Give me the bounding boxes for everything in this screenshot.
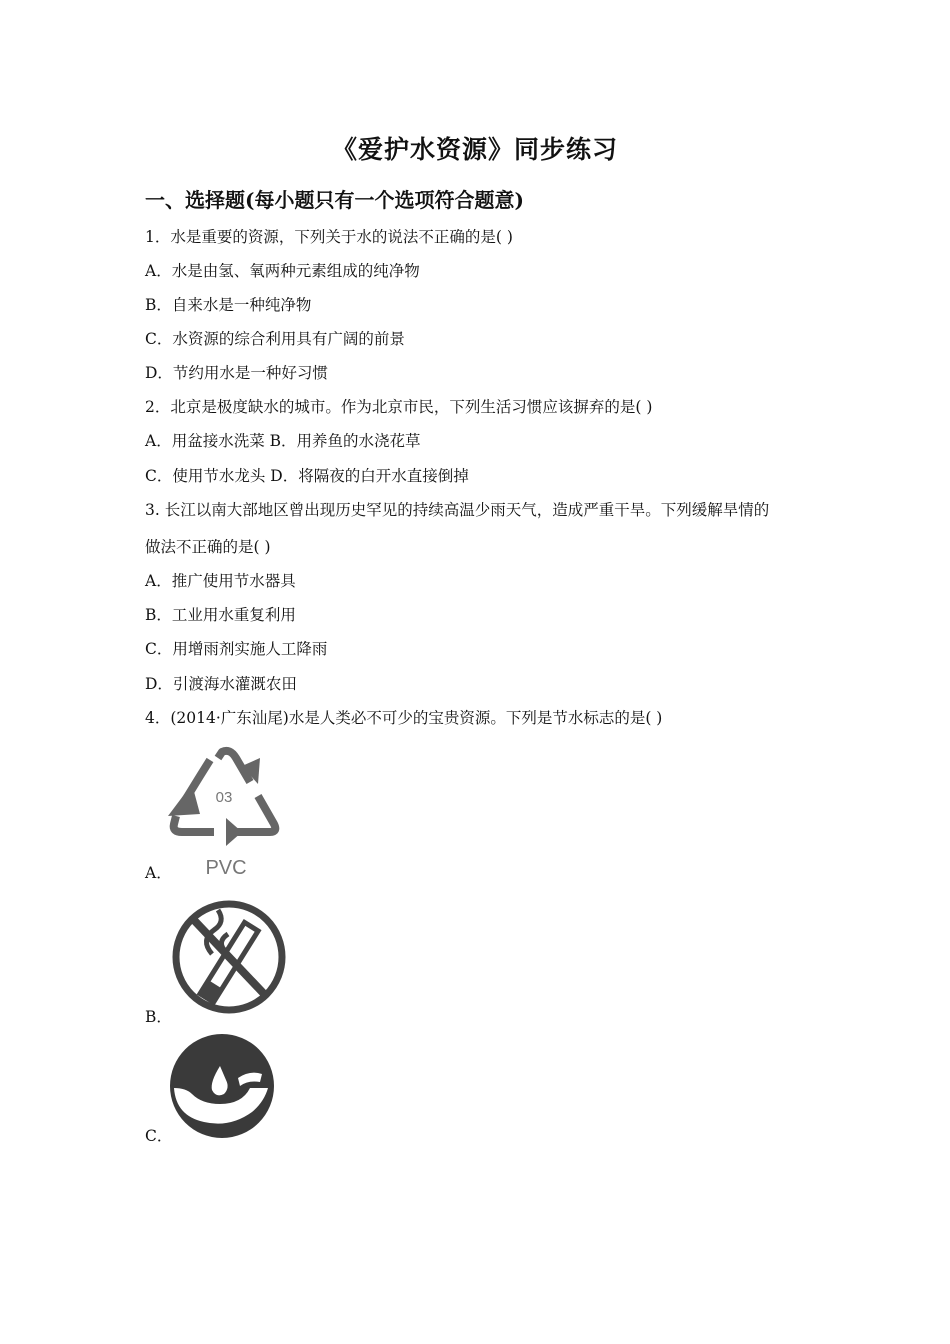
question-2-options-ab: A．用盆接水洗菜 B．用养鱼的水浇花草 <box>145 432 421 450</box>
question-4-option-c-label: C． <box>145 1127 173 1145</box>
recycle-number-label: 03 <box>215 789 233 806</box>
water-saving-icon <box>168 1032 276 1140</box>
question-1-option-c: C．水资源的综合利用具有广阔的前景 <box>145 330 405 348</box>
recycle-pvc-icon <box>166 736 282 882</box>
question-1-stem: 1．水是重要的资源，下列关于水的说法不正确的是( ) <box>145 228 513 246</box>
question-3-option-d: D．引渡海水灌溉农田 <box>145 675 297 693</box>
no-smoking-icon <box>170 896 290 1018</box>
question-3-option-a: A．推广使用节水器具 <box>145 572 296 590</box>
question-3-stem-line-2: 做法不正确的是( ) <box>145 538 271 556</box>
question-3-stem-line-1: 3. 长江以南大部地区曾出现历史罕见的持续高温少雨天气，造成严重干旱。下列缓解旱情的 <box>145 501 770 519</box>
section-heading: 一、选择题(每小题只有一个选项符合题意) <box>145 188 524 212</box>
question-3-option-b: B．工业用水重复利用 <box>145 606 296 624</box>
question-2-options-cd: C．使用节水龙头 D．将隔夜的白开水直接倒掉 <box>145 467 469 485</box>
page-title: 《爱护水资源》同步练习 <box>331 135 618 164</box>
question-4-option-b-label: B． <box>145 1008 172 1026</box>
question-3-option-c: C．用增雨剂实施人工降雨 <box>145 640 328 658</box>
question-1-option-b: B．自来水是一种纯净物 <box>145 296 312 314</box>
question-1-option-d: D．节约用水是一种好习惯 <box>145 364 328 382</box>
question-2-stem: 2．北京是极度缺水的城市。作为北京市民，下列生活习惯应该摒弃的是( ) <box>145 398 653 416</box>
question-1-option-a: A．水是由氢、氧两种元素组成的纯净物 <box>145 262 420 280</box>
recycle-caption-label: PVC <box>205 857 247 879</box>
question-4-option-a-label: A． <box>145 864 172 882</box>
question-4-stem: 4．(2014·广东汕尾)水是人类必不可少的宝贵资源。下列是节水标志的是( ) <box>145 709 663 727</box>
